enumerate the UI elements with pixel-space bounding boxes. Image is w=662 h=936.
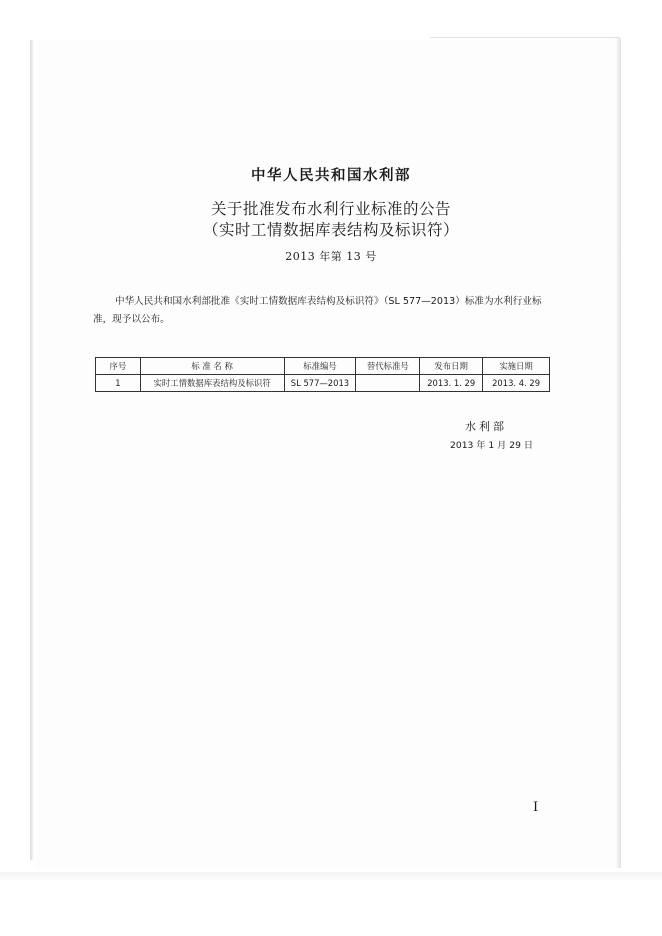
header-serial: 序号 (96, 358, 141, 375)
notice-body: 中华人民共和国水利部批准《实时工情数据库表结构及标识符》（SL 577—2013）标准为水利行业标准，现予以公布。 (93, 296, 542, 325)
standards-table (95, 357, 550, 392)
signature-organization: 水利部 (465, 420, 507, 433)
cell-replaced-number (356, 375, 420, 392)
cell-standard-name: 实时工情数据库表结构及标识符 (140, 375, 284, 392)
header-replaced-number: 替代标准号 (356, 358, 420, 375)
cell-effective-date: 2013. 4. 29 (483, 375, 550, 392)
header-release-date: 发布日期 (420, 358, 483, 375)
scan-edge-left (30, 40, 34, 860)
header-standard-name: 标 准 名 称 (140, 358, 284, 375)
cell-release-date: 2013. 1. 29 (420, 375, 483, 392)
table-row (96, 375, 550, 392)
notice-title: 关于批准发布水利行业标准的公告 (210, 200, 451, 218)
header-standard-number: 标准编号 (284, 358, 356, 375)
header-effective-date: 实施日期 (483, 358, 550, 375)
notice-subtitle: （实时工情数据库表结构及标识符） (202, 221, 459, 239)
page-number: I (533, 800, 539, 815)
scan-edge-top (430, 37, 620, 38)
cell-standard-number: SL 577—2013 (284, 375, 356, 392)
signature-date: 2013 年 1 月 29 日 (450, 440, 534, 451)
table-header-row (96, 358, 550, 375)
document-number: 2013 年第 13 号 (285, 250, 377, 263)
scan-edge-right (615, 38, 621, 868)
ministry-heading: 中华人民共和国水利部 (251, 167, 411, 184)
scan-edge-bottom (0, 872, 662, 882)
cell-serial: 1 (96, 375, 141, 392)
